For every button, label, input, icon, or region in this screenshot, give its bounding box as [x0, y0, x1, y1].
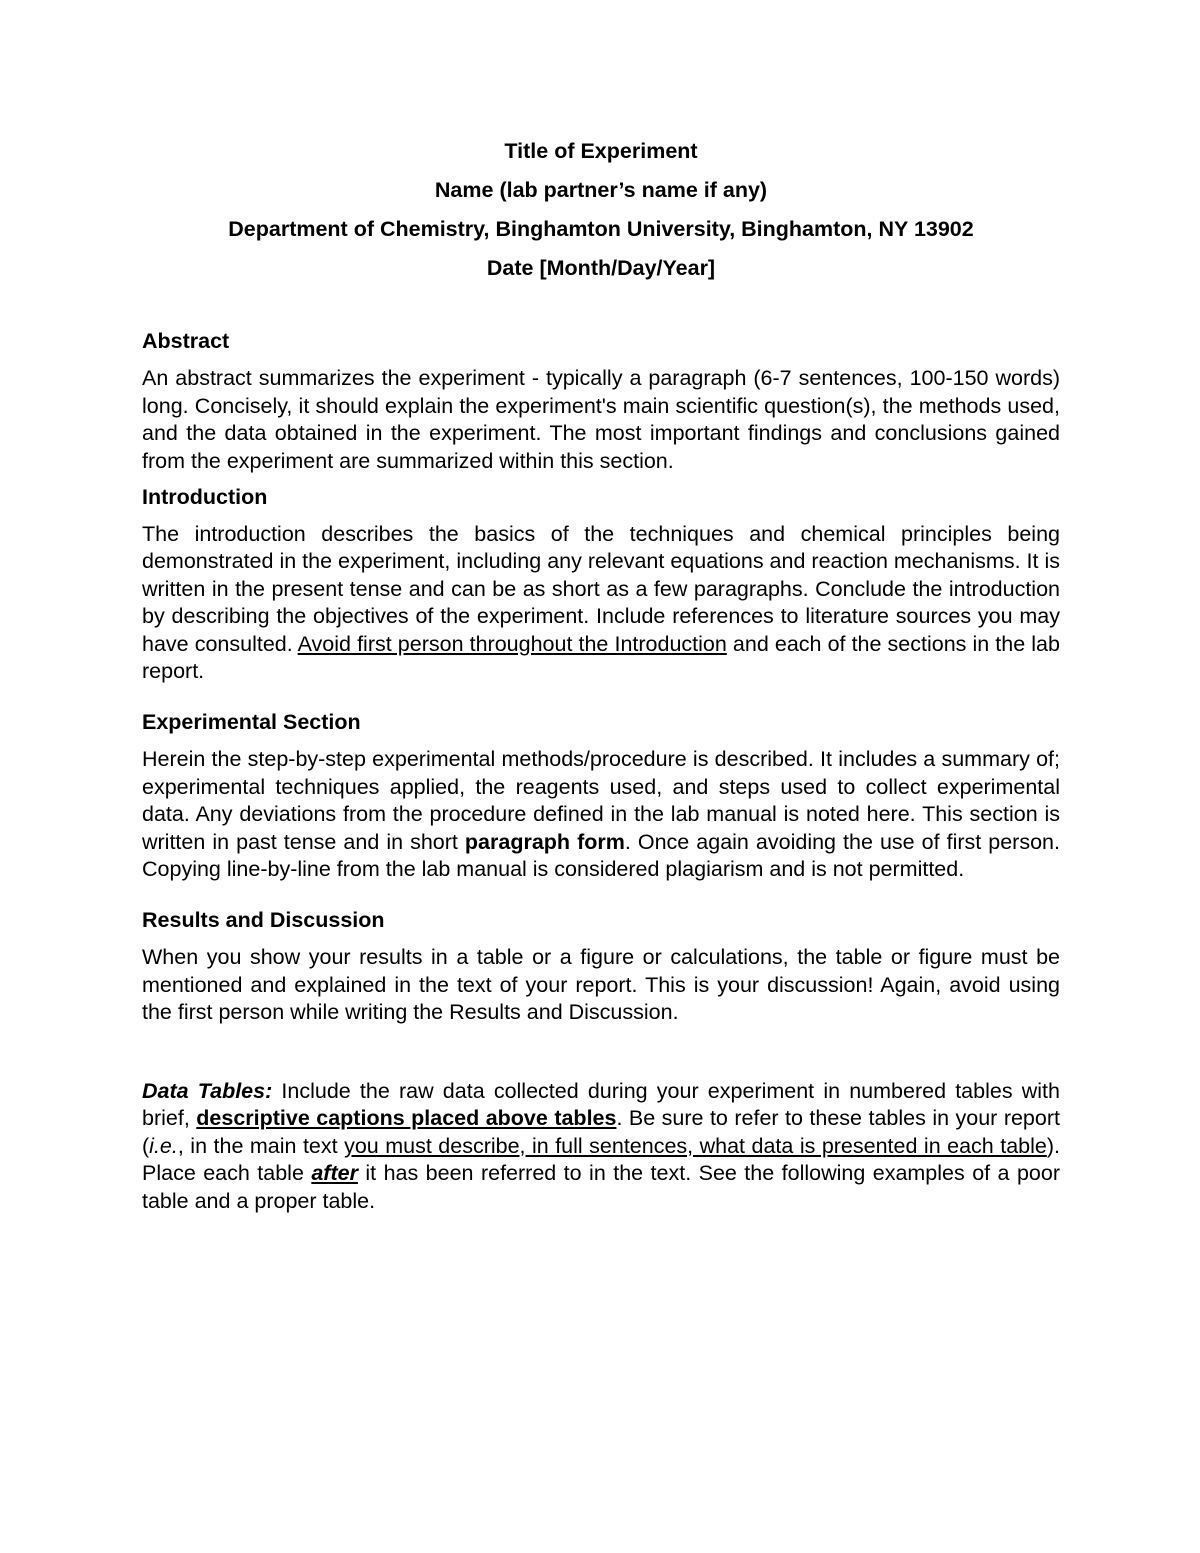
department-affiliation: Department of Chemistry, Binghamton University, Binghamton, NY 13902: [228, 217, 974, 241]
data-tables-after-emphasis: after: [311, 1161, 358, 1185]
data-tables-label: Data Tables:: [142, 1078, 273, 1103]
experimental-text: [142, 746, 1060, 884]
abstract-text: An abstract summarizes the experiment - typically a paragraph (6-7 sentences, 100-150 words) long. Concisely, it should explain the experiment's main scientific question(s), the methods used, and the data obtained in the experiment. The most important findings and conclusions gained from the experiment are summarized within this section.: [142, 366, 1060, 473]
experimental-text-part-1: Herein the step-by-step experimental methods/procedure is described. It includes a summary of; experimental techniques applied, the reagents used, and steps used to collect experimental data. Any deviations from the procedure defined in the lab manual is noted here. This section is written in past tense and in short: [142, 747, 1060, 854]
introduction-text: [142, 521, 1060, 686]
introduction-text-part-2: and each of the sections in the lab report.: [142, 631, 1060, 683]
data-tables-text-part-3: , in the main text: [177, 1133, 345, 1158]
introduction-heading: Introduction: [142, 485, 268, 509]
data-tables-text: [142, 1078, 1060, 1216]
data-tables-underlined-note: you must describe, in full sentences, what data is presented in each table: [344, 1133, 1047, 1158]
document-page: [142, 138, 1060, 1215]
data-tables-text-part-4: ). Place each table: [142, 1133, 1060, 1185]
introduction-underlined-note: Avoid first person throughout the Introduction: [297, 631, 727, 656]
data-tables-text-part-1: Include the raw data collected during your experiment in numbered tables with brief,: [142, 1078, 1060, 1130]
document-title: Title of Experiment: [504, 139, 698, 163]
data-tables-text-part-2: . Be sure to refer to these tables in your report (: [142, 1106, 1060, 1158]
author-name: Name (lab partner’s name if any): [434, 178, 768, 202]
experimental-heading: Experimental Section: [142, 709, 361, 734]
results-text: When you show your results in a table or a figure or calculations, the table or figure must be mentioned and explained in the text of your report. This is your discussion! Again, avoid using the first person while writing the Results and Discussion.: [142, 945, 1060, 1024]
data-tables-caption-note: descriptive captions placed above tables: [196, 1106, 617, 1130]
data-tables-ie: i.e.: [149, 1133, 178, 1158]
data-tables-text-part-5: it has been referred to in the text. See the following examples of a poor table and a proper table.: [142, 1161, 1060, 1213]
experimental-bold-phrase: paragraph form: [464, 829, 625, 854]
results-heading: Results and Discussion: [142, 907, 385, 932]
abstract-heading: Abstract: [142, 328, 230, 353]
introduction-text-part-1: The introduction describes the basics of the techniques and chemical principles being demonstrated in the experiment, including any relevant equations and reaction mechanisms. It is written in the present tense and can be as short as a few paragraphs. Conclude the introduction by describing the objectives of the experiment. Include references to literature sources you may have consulted.: [142, 521, 1060, 656]
experimental-text-part-2: . Once again avoiding the use of first person. Copying line-by-line from the lab manual is considered plagiarism and is not permitted.: [142, 829, 1060, 881]
report-date: Date [Month/Day/Year]: [486, 256, 716, 280]
